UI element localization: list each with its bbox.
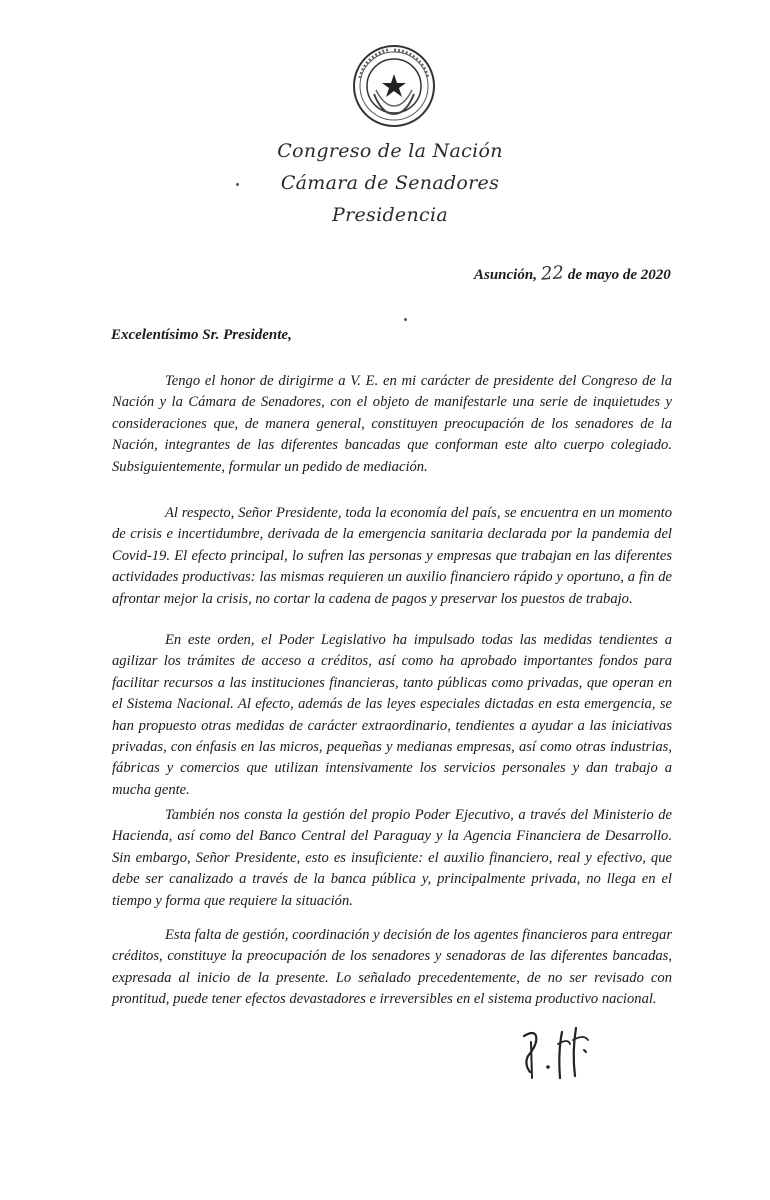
national-seal-icon [352,44,436,128]
letterhead [230,135,550,231]
salutation: Excelentísimo Sr. Presidente, [111,327,292,343]
paragraph-1: Tengo el honor de dirigirme a V. E. en mi carácter de presidente del Congreso de la Nación y la Cámara de Senadores, con el objeto de manifestarle una serie de inquietudes y consideraciones que, de manera general, constituyen preocupación de los senadores de la Nación, integrantes de las diferentes bancadas que conforman este alto cuerpo colegiado. Subsiguientemente, formular un pedido de mediación. [112,373,672,475]
date-month-year: de mayo de 2020 [567,267,671,283]
letterhead-line-senate: Cámara de Senadores [280,172,500,194]
paragraph-3: En este orden, el Poder Legislativo ha impulsado todas las medidas tendientes a agilizar los trámites de acceso a créditos, así como ha aprobado importantes fondos para facilitar recursos a las instituciones financieras, tanto públicas como privadas, que operan en el Sistema Nacional. Al efecto, además de las leyes especiales dictadas en esta emergencia, se han propuesto otras medidas de carácter extraordinario, tendientes a ayudar a las iniciativas privadas, con énfasis en las micros, pequeñas y medianas empresas, así como otras industrias, fábricas y comercios que utilizan intensivamente los servicios personales y dan trabajo a mucha gente. [112,632,672,798]
paragraph-4: También nos consta la gestión del propio Poder Ejecutivo, a través del Ministerio de Hacienda, así como del Banco Central del Paraguay y la Agencia Financiera de Desarrollo. Sin embargo, Señor Presidente, esto es insuficiente: el auxilio financiero, real y efectivo, que debe ser canalizado a través de la banca pública y, principalmente privada, no llega en el tiempo y forma que requiere la situación. [112,807,672,909]
scan-speck [236,183,239,186]
letterhead-line-presidency: Presidencia [332,204,448,226]
scan-speck [404,318,407,321]
letter-date [474,263,671,284]
letterhead-line-congress: Congreso de la Nación [277,140,503,162]
signature-icon [518,1022,598,1082]
date-place: Asunción, [474,267,537,283]
paragraph-5: Esta falta de gestión, coordinación y decisión de los agentes financieros para entregar créditos, constituye la preocupación de los senadores y senadoras de las diferentes bancadas, expresada al inicio de la presente. Lo señalado precedentemente, de no ser revisado con prontitud, puede tener efectos devastadores e irreversibles en el sistema productivo nacional. [112,927,672,1008]
date-day-handwritten: 22 [540,262,565,285]
paragraph-2: Al respecto, Señor Presidente, toda la economía del país, se encuentra en un momento de crisis e incertidumbre, derivada de la emergencia sanitaria declarada por la pandemia del Covid-19. El efecto principal, lo sufren las personas y empresas que trabajan en las diferentes actividades productivas: las mismas requieren un auxilio financiero rápido y oportuno, a fin de afrontar mejor la crisis, no cortar la cadena de pagos y preservar los puestos de trabajo. [112,505,672,607]
